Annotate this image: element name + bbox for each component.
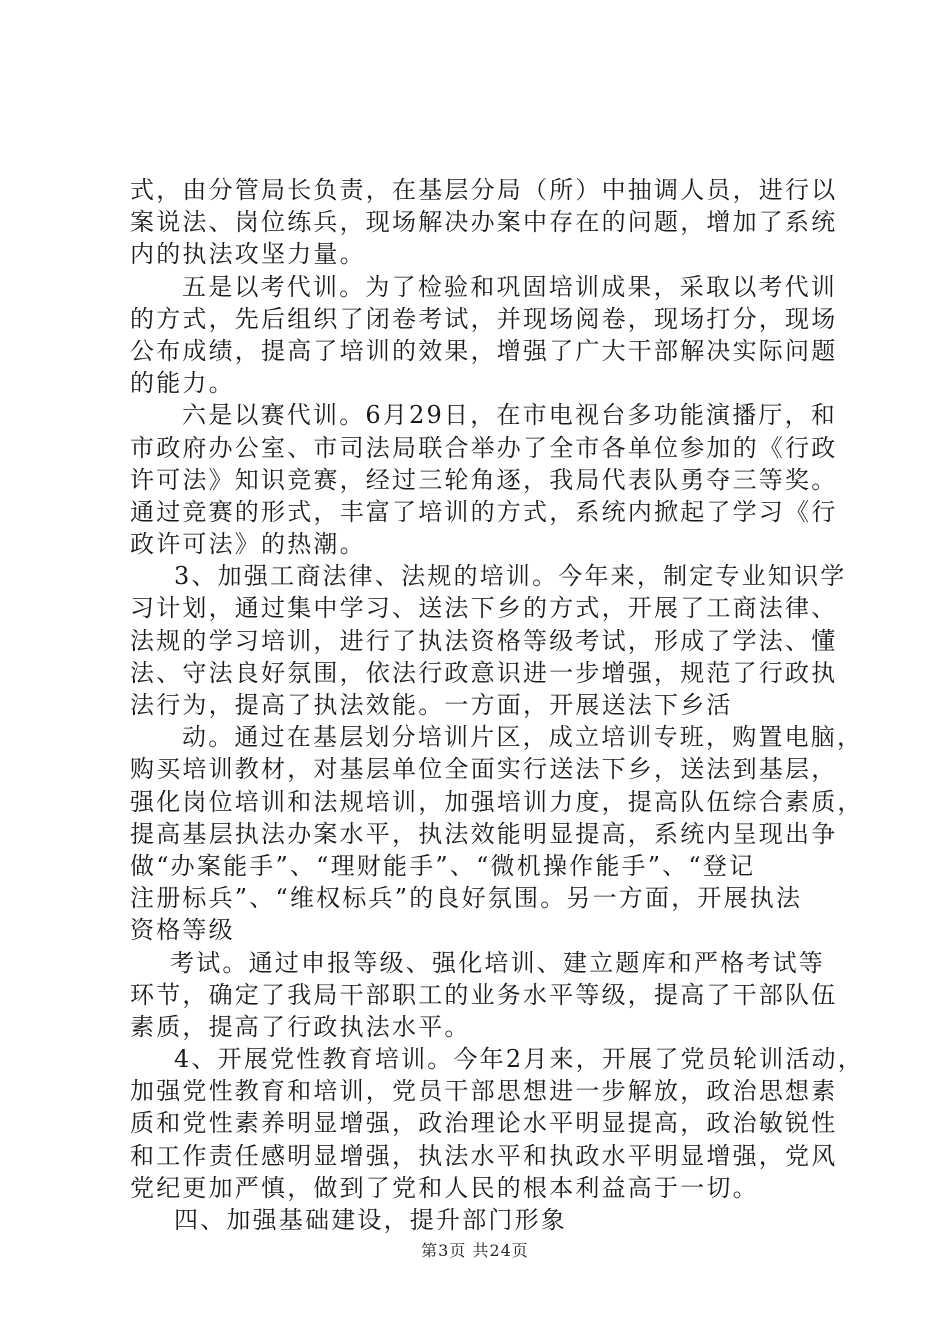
text-line: 通过竞赛的形式，丰富了培训的方式，系统内掀起了学习《行 <box>130 497 838 526</box>
text-line: 六是以赛代训。6月29日，在市电视台多功能演播厅，和 <box>182 401 838 430</box>
text-line: 公布成绩，提高了培训的效果，增强了广大干部解决实际问题 <box>130 336 838 365</box>
text-line: 考试。通过申报等级、强化培训、建立题库和严格考试等 <box>170 948 825 977</box>
text-line: 的方式，先后组织了闭卷考试，并现场阅卷，现场打分，现场 <box>130 304 838 333</box>
text-line: 四、加强基础建设，提升部门形象 <box>174 1206 567 1234</box>
page-footer: 第3页 共24页 <box>421 1241 529 1260</box>
text-line: 法行为，提高了执法效能。一方面，开展送法下乡活 <box>130 691 733 719</box>
text-line: 党纪更加严慎，做到了党和人民的根本利益高于一切。 <box>130 1173 759 1202</box>
text-line: 法、守法良好氛围，依法行政意识进一步增强，规范了行政执 <box>130 658 838 687</box>
text-line: 政许可法》的热潮。 <box>130 530 366 559</box>
text-line: 购买培训教材，对基层单位全面实行送法下乡，送法到基层， <box>130 755 838 784</box>
text-line: 式，由分管局长负责，在基层分局（所）中抽调人员，进行以 <box>130 176 838 204</box>
text-line: 强化岗位培训和法规培训，加强培训力度，提高队伍综合素质， <box>130 787 864 816</box>
text-line: 习计划，通过集中学习、送法下乡的方式，开展了工商法律、 <box>130 594 838 623</box>
text-line: 市政府办公室、市司法局联合举办了全市各单位参加的《行政 <box>130 433 838 462</box>
text-line: 内的执法攻坚力量。 <box>130 240 366 269</box>
text-line: 4、开展党性教育培训。今年2月来，开展了党员轮训活动， <box>174 1045 864 1074</box>
text-line: 提高基层执法办案水平，执法效能明显提高，系统内呈现出争 <box>130 819 838 848</box>
text-line: 案说法、岗位练兵，现场解决办案中存在的问题，增加了系统 <box>130 208 838 237</box>
text-line: 注册标兵”、“维权标兵”的良好氛围。另一方面，开展执法 <box>130 884 803 913</box>
text-line: 加强党性教育和培训，党员干部思想进一步解放，政治思想素 <box>130 1077 838 1106</box>
text-line: 法规的学习培训，进行了执法资格等级考试，形成了学法、懂 <box>130 626 838 655</box>
text-line: 3、加强工商法律、法规的培训。今年来，制定专业知识学 <box>174 562 847 591</box>
document-body <box>130 174 864 1236</box>
text-line: 许可法》知识竞赛，经过三轮角逐，我局代表队勇夺三等奖。 <box>130 465 838 494</box>
text-line: 质和党性素养明显增强，政治理论水平明显提高，政治敏锐性 <box>130 1109 838 1138</box>
text-line: 和工作责任感明显增强，执法水平和执政水平明显增强，党风 <box>130 1141 838 1170</box>
text-line: 动。通过在基层划分培训片区，成立培训专班，购置电脑， <box>182 723 864 752</box>
text-line: 资格等级 <box>130 916 235 945</box>
text-line: 做“办案能手”、“理财能手”、“微机操作能手”、“登记 <box>130 851 756 880</box>
text-line: 素质，提高了行政执法水平。 <box>130 1012 471 1041</box>
text-line: 环节，确定了我局干部职工的业务水平等级，提高了干部队伍 <box>130 980 838 1009</box>
text-line: 五是以考代训。为了检验和巩固培训成果，采取以考代训 <box>182 272 837 301</box>
text-line: 的能力。 <box>130 369 235 398</box>
